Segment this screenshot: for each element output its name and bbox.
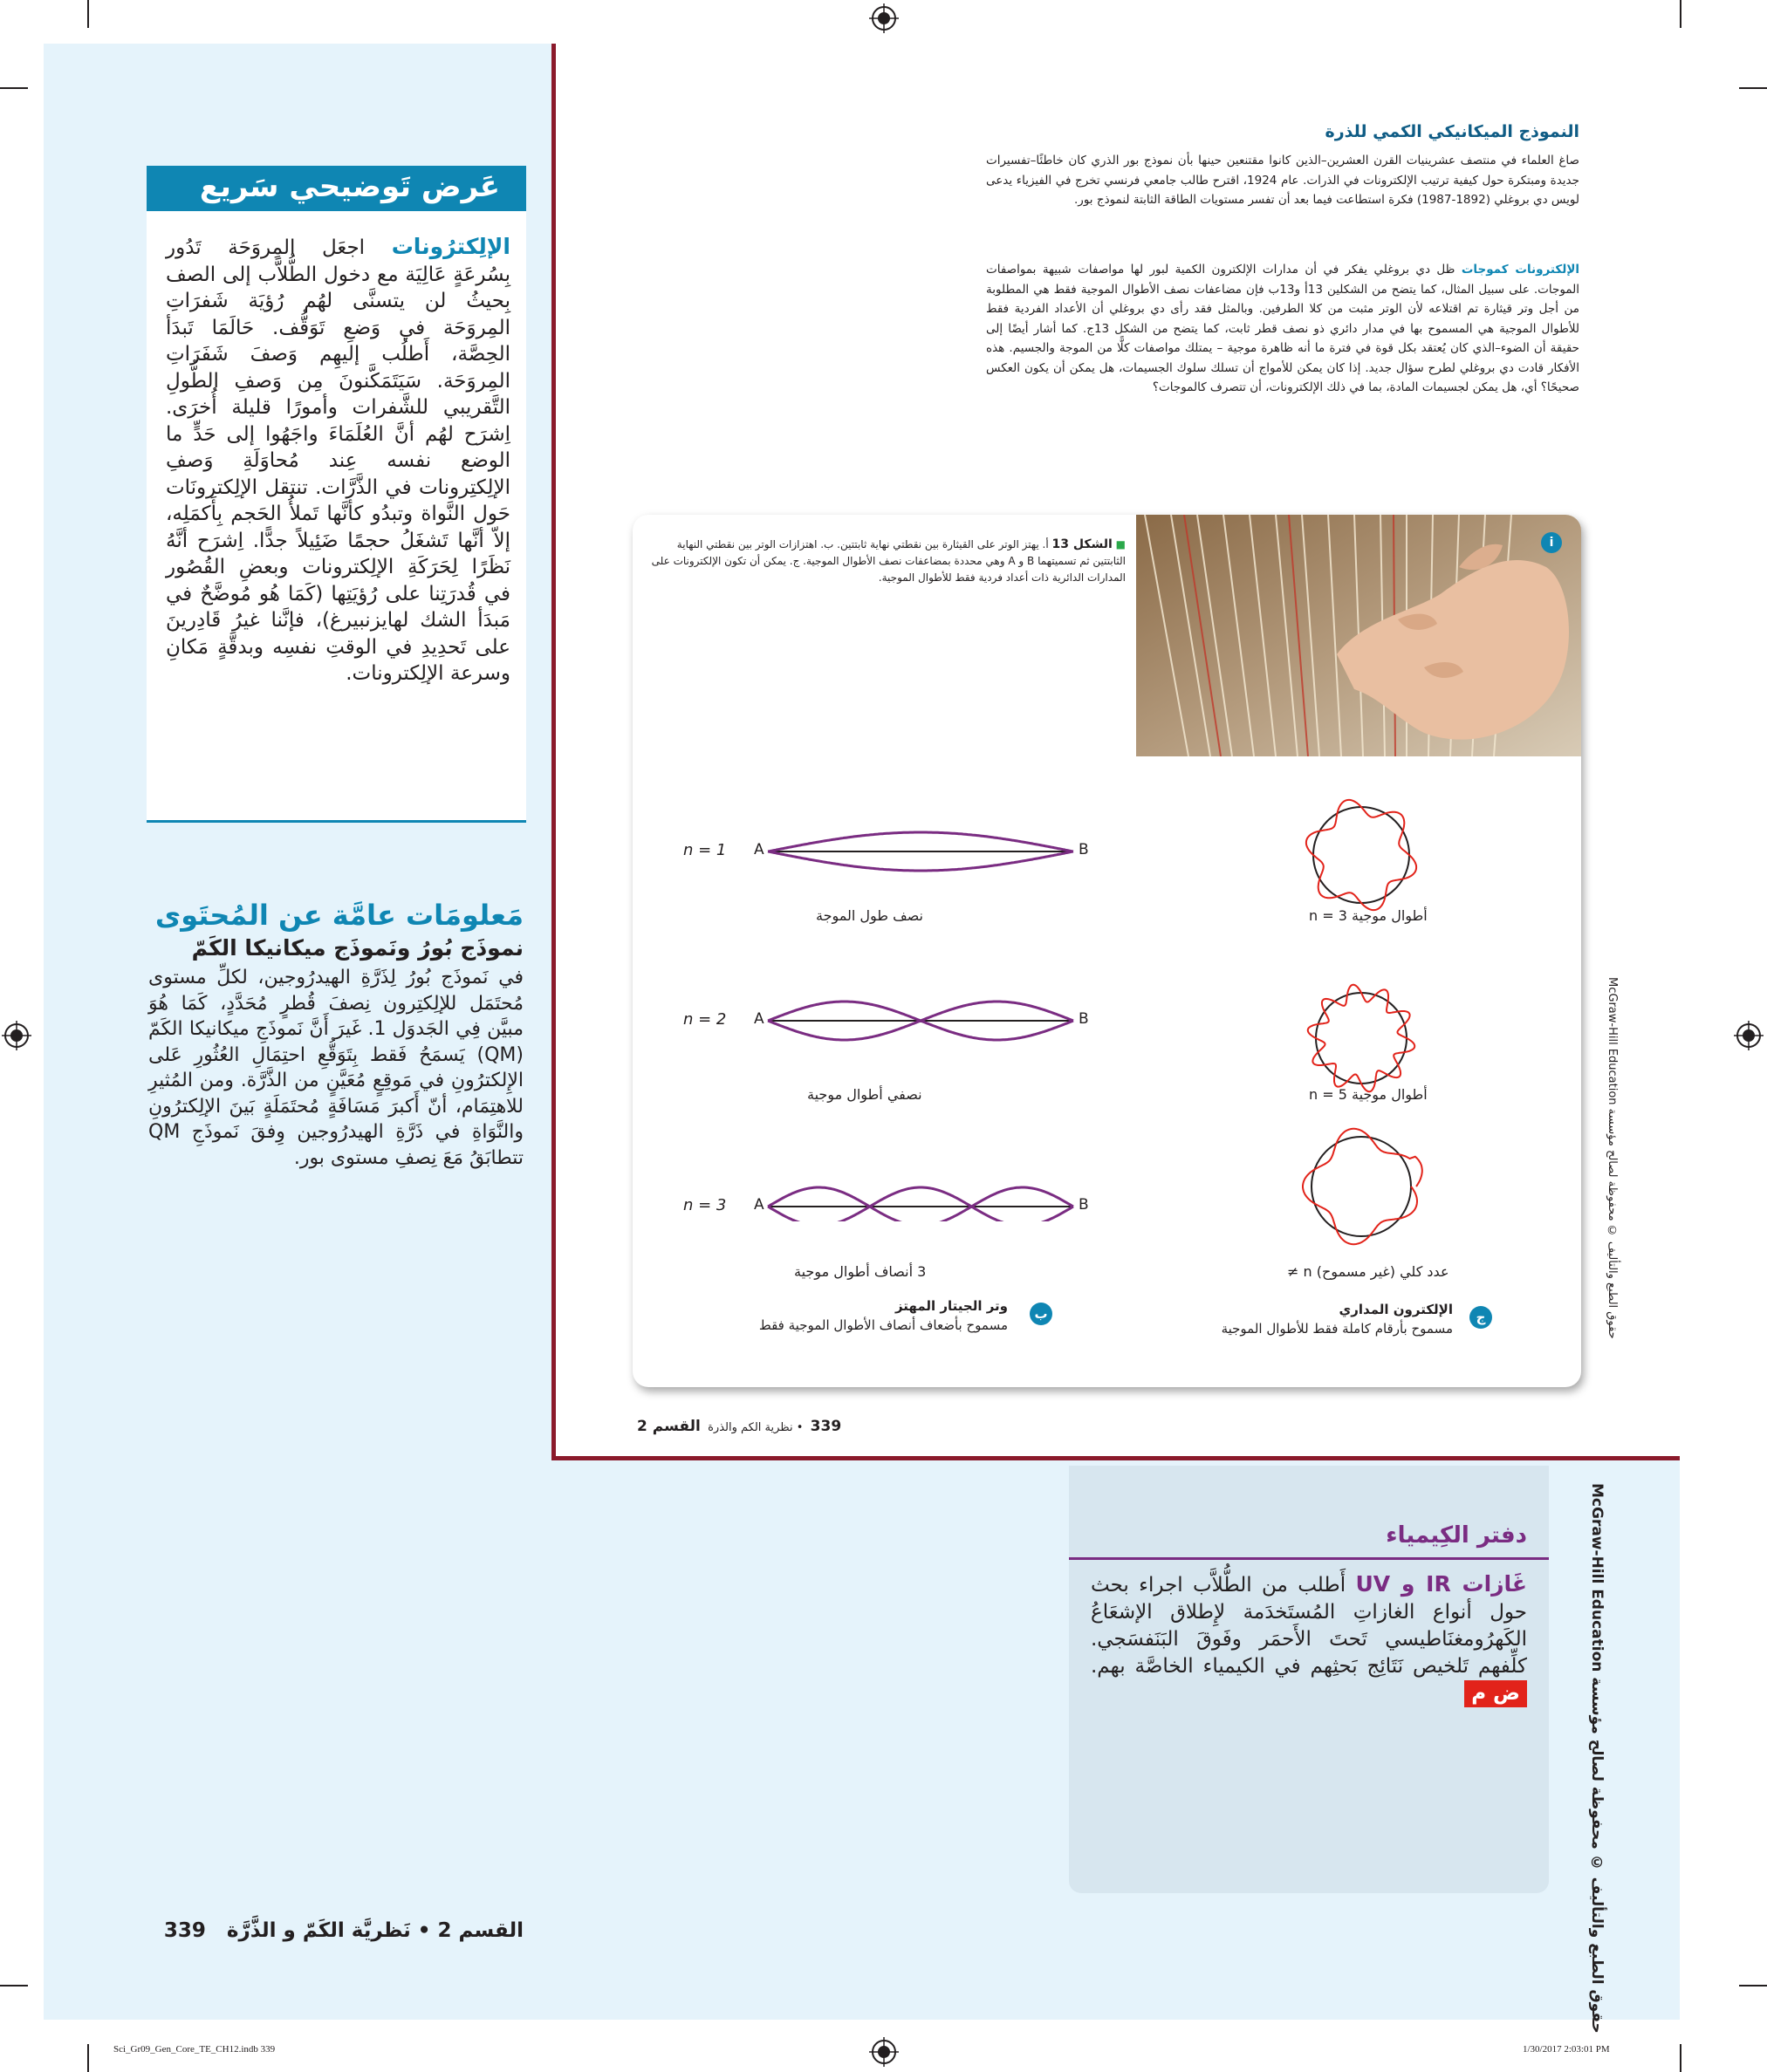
registration-mark-icon <box>1734 1021 1764 1050</box>
student-footer-text: • نظرية الكم والذرة <box>708 1421 804 1434</box>
string-n1-end-b: B <box>1079 841 1089 858</box>
registration-mark-icon <box>869 2037 899 2067</box>
orbit-5-waves <box>1308 985 1414 1091</box>
file-slug: Sci_Gr09_Gen_Core_TE_CH12.indb 339 <box>113 2044 276 2055</box>
string-n3-caption: 3 أنصاف أطوال موجية <box>794 1263 927 1280</box>
string-n1-label: n = 1 <box>683 841 727 859</box>
copyright-credit-top: McGraw-Hill Education حقوق الطبع والتأليف © محفوظة لصالح مؤسسة <box>1606 977 1619 1339</box>
crop-mark <box>1739 1985 1767 1987</box>
crop-mark <box>0 1985 28 1987</box>
figure-caption: ■ الشكل 13 أ. يهتز الوتر على القيثارة بين نقطتي نهاية ثابتتين. ب. اهتزازات الوتر بين نقطتي النهاية الثابتتين ثم تسميتهما B و A وهي محددة بمضاعفات نصف الأطوال الموجية. ج. يمكن أن تكون الإلكترونات على المدارات الدائرية ذات أعداد فردية فقط للأطوال الموجية. <box>651 537 1126 584</box>
orbit-3-waves <box>1306 800 1416 910</box>
string-n3-end-a: A <box>754 1196 764 1214</box>
crop-mark <box>1680 2044 1681 2072</box>
panel-b-subtitle: مسموح بأضعاف أنصاف الأطوال الموجية فقط <box>758 1317 1008 1333</box>
section-divider <box>147 820 526 823</box>
string-n2-label: n = 2 <box>683 1010 727 1029</box>
article-paragraph-2-text: ظل دي بروغلي يفكر في أن مدارات الإلكترون الكمية لبور لها مواصفات شبيهة بمواصفات الموجات. على سبيل المثال، كما يتضح من الشكلين 13أ و13ب فإن مضاعفات نصف الأطوال الموجية فقط هي المطلوبة من أجل وتر قيثارة تم اقتلاعه لأن الوتر مثبت من كلا الطرفين. وبالمثل فقد رأى دي بروغلي أن الأعداد الفردية فقط للأطوال الموجية هي المسموح بها في مدار دائري ذو نصف قطر ثابت، كما يتضح من الشكل 13ج. كما أشار أيضًا إلى حقيقة أن الضوء–الذي كان يُعتقد بكل قوة في فترة ما أنه ظاهرة موجية – يمتلك مواصفات كلًّا من الموجة والجسيم. هذه الأفكار قادت دي بروغلي لطرح سؤال جديد. إذا كان يمكن للأمواج أن تسلك سلوك الجسيمات، هل يمكن أن يكون العكس صحيحًا؟ أي، هل يمكن لجسيمات المادة، بما في ذلك الإلكترونات، أن تتصرف كالموجات؟ <box>986 263 1579 394</box>
panel-c-subtitle: مسموح بأرقام كاملة فقط للأطوال الموجية <box>1221 1321 1453 1337</box>
notebook-text: أَطلب من الطُّلاَّب اجراء بحث حول أنواع الغازاتِ المُستَخدَمة لإِطلاق الإشعَاعُ الكَهرُومغنَاطيسي تَحتَ الأَحمَر وفَوقَ البَنَفسَجي. كلِّفهم تَلخيص نَتَائِج بَحثِهم في الكيمياء الخاصَّة بهم. <box>1091 1574 1527 1678</box>
content-info-title: مَعلومَات عامَّة عن المُحتَوى <box>154 899 524 932</box>
article-paragraph-2 <box>986 260 1579 398</box>
panel-c-badge: ج <box>1469 1306 1492 1329</box>
notebook-lead: غَازات IR و UV <box>1355 1571 1527 1597</box>
quick-demo-title: عَرض تَوضيحي سَريع <box>147 166 526 211</box>
info-icon: i <box>1541 532 1562 553</box>
panel-b-title: وتر الجيتار المهتز <box>894 1298 1008 1314</box>
left-page-footer <box>140 1919 524 1942</box>
orbit-1-caption: أطوال موجية 3 = n <box>1309 907 1428 924</box>
panel-c-title: الإلكترون المداري <box>1339 1302 1453 1317</box>
copyright-credit-bottom: McGraw-Hill Education حقوق الطبع والتأليف © محفوظة لصالح مؤسسة <box>1588 1483 1606 2034</box>
article-paragraph-2-lead: الإلكترونات كموجات <box>1461 263 1579 277</box>
content-info-subtitle: نموذَج بُورُ ونَموذَج ميكانيكا الكَمّ <box>191 935 524 961</box>
article-paragraph-1: صاغ العلماء في منتصف عشرينيات القرن العشرين–الذين كانوا مقتنعين حينها بأن نموذج بور الذري كان خاطئًا–تفسيرات جديدة ومبتكرة حول كيفية ترتيب الإلكترونات في الذرات. عام 1924، اقترح طالب جامعي فرنسي تخرج في الفيزياء يدعى لويس دي بروغلي (1892-1987) فكرة استطاعت فيما بعد أن تفسر مستويات الطاقة الثابتة لنموذج بور. <box>986 154 1579 207</box>
orbit-not-allowed <box>1303 1129 1422 1244</box>
string-n2 <box>768 1002 1073 1040</box>
orbit-2-caption: أطوال موجية 5 = n <box>1309 1086 1428 1103</box>
student-footer-section: القسم 2 <box>637 1418 701 1435</box>
student-page-footer <box>637 1418 841 1435</box>
student-footer-page: 339 <box>810 1418 842 1435</box>
differentiation-tag: ض م <box>1464 1680 1527 1707</box>
notebook-title-rule <box>1069 1557 1549 1560</box>
string-n1 <box>768 832 1073 871</box>
crop-mark <box>0 87 28 89</box>
string-n2-caption: نصفي أطوال موجية <box>807 1086 922 1103</box>
quick-demo-text: اجعَل المِروَحَة تَدُور بِسُرعَةٍ عَالِيَة مع دخول الطُّلاَّب إلى الصف بِحيثُ لن يتسنَّى لهُم رُؤيَة شَفرَاتِ المِروَحَة في وَضعِ تَوَقُّف. حَالَمَا تَبدَأ الحِصَّة، أَطلُب إليهِم وَصفَ شَفَرَاتِ المِروَحَة. سَيَتَمَكَّنونَ مِن وَصفِ الطُّولِ التَّقريبي للشَّفرات وأمورًا قليلة أُخرَى. اِشرَح لهُم أنَّ العُلَمَاءَ واجَهُوا إلى حَدٍّ ما الوضع نفسه عِند مُحاوَلَةِ وَصفِ الإلِكتِرونات في الذَّرَّات. تنتقل الإلِكترونَات حَول النَّواة وتبدُو كأنَّها تَملأُ الحَجم بِأَكمَلِه، إلاّ أنَّها تَشغَلُ حجمًا ضَئِيلاً جدًّا. اِشرَح أنَّهُ نَظَرًا لِحَرَكَةِ الإلِكترونات وبعضِ القُصُور في قُدرَتِنا على رُؤيَتِها (كَمَا هُو مُوضَّحٌ في مَبدَأ الشك لهايزنبيرغ)، فإنَّنا غيرُ قَادِرينَ على تَحدِيدِ في الوقتِ نفسِه وبدقَّةٍ مَكانِ وسرعة الإلِكترونات. <box>166 236 510 685</box>
article-title: النموذج الميكانيكي الكمي للذرة <box>1325 122 1579 141</box>
date-slug: 1/30/2017 2:03:01 PM <box>1523 2044 1610 2055</box>
left-footer-text: القسم 2 • نَظريَّة الكَمّ و الذَّرَّة <box>226 1919 524 1942</box>
string-n2-end-b: B <box>1079 1010 1089 1028</box>
content-info-body: في نَموذَج بُورُ لِذَرَّةِ الهيدرُوجين، لكلِّ مستوى مُحتَمَل للإلِكتِرون نِصفَ قُطرٍ مُحَدَّدٍ، كَمَا هُوَ مبيَّن فِي الجَدوَل 1. غَيرَ أَنَّ نَموذَجِ ميكانيكا الكَمّ (QM) يَسمَحُ فَقط بِتَوَقُّعِ احتِمَالِ العُثُورِ عَلى الإِلكترُونِ في مَوقِعٍ مُعَيَّنٍ من الذَّرَّة. ومن المُثيرِ للاهتِمَام، أنّ أَكبرَ مَسَافَةٍ مُحتَمَلَةٍ بَينَ الإلِكترُونِ والنَّوَاةِ في ذَرَّةِ الهيدرُوجين وِفقَ نَموذَجِ QM تتطابَقُ مَعَ نِصفِ مستوى بور. <box>148 967 524 1169</box>
panel-b-badge: ب <box>1030 1303 1052 1325</box>
harp-photo <box>1136 515 1581 756</box>
string-n3-label: n = 3 <box>683 1196 727 1214</box>
string-n2-end-a: A <box>754 1010 764 1028</box>
vibrating-string-diagram <box>750 820 1099 1221</box>
string-n3-end-b: B <box>1079 1196 1089 1214</box>
crop-mark <box>87 0 89 28</box>
orbit-3-caption: عدد كلي (غير مسموح) n ≠ <box>1287 1263 1449 1280</box>
page-border-left <box>551 44 556 1460</box>
string-n3 <box>768 1187 1073 1221</box>
electron-orbit-diagram <box>1291 794 1431 1300</box>
figure-caption-number: الشكل 13 <box>1051 537 1113 551</box>
crop-mark <box>1680 0 1681 28</box>
registration-mark-icon <box>869 3 899 33</box>
chemistry-notebook-title: دفتر الكِيمياء <box>1386 1522 1527 1549</box>
string-n1-end-a: A <box>754 841 764 858</box>
string-n1-caption: نصف طول الموجة <box>816 907 923 924</box>
figure-caption-text: أ. يهتز الوتر على القيثارة بين نقطتي نهاية ثابتتين. ب. اهتزازات الوتر بين نقطتي النهاية الثابتتين ثم تسميتهما B و A وهي محددة بمضاعفات نصف الأطوال الموجية. ج. يمكن أن تكون الإلكترونات على المدارات الدائرية ذات أعداد فردية فقط للأطوال الموجية. <box>651 538 1126 584</box>
left-footer-page: 339 <box>163 1919 206 1942</box>
chemistry-notebook-body <box>1091 1570 1527 1707</box>
crop-mark <box>87 2044 89 2072</box>
quick-demo-body <box>166 234 510 687</box>
registration-mark-icon <box>2 1021 31 1050</box>
page-border-bottom <box>551 1456 1680 1460</box>
quick-demo-lead: الإلِكترُونات <box>391 234 510 259</box>
crop-mark <box>1739 87 1767 89</box>
